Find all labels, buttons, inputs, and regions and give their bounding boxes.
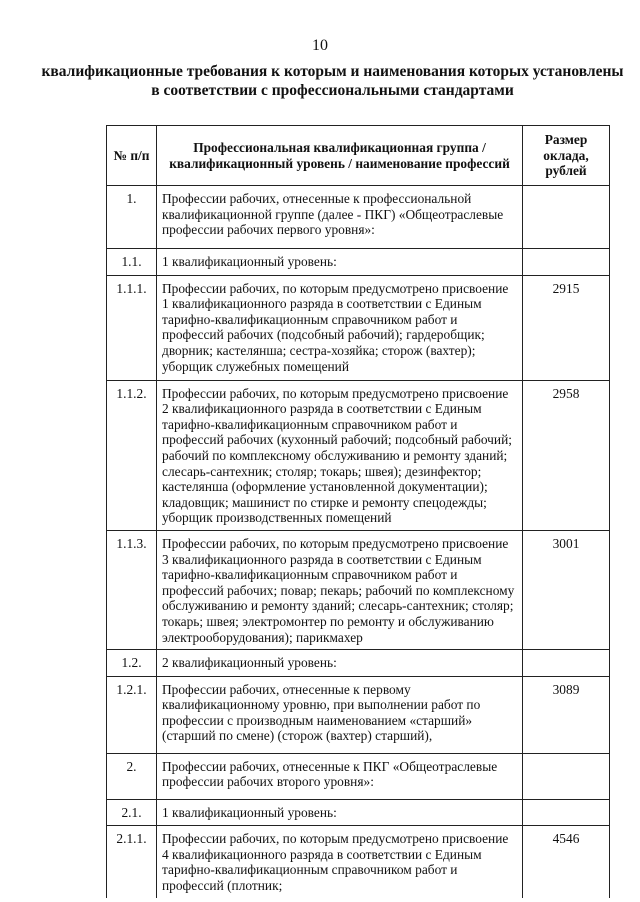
row-text: 1 квалификационный уровень:	[157, 249, 523, 276]
table-row	[107, 753, 610, 799]
section-heading: квалификационные требования к которым и наименования которых установлены в соответствии с профессиональными стандартами	[41, 63, 624, 99]
table-row	[107, 380, 610, 530]
row-salary: 3001	[523, 530, 610, 649]
row-salary	[523, 799, 610, 826]
row-salary: 2915	[523, 275, 610, 380]
row-num: 2.	[107, 753, 157, 799]
row-salary	[523, 249, 610, 276]
row-num: 1.1.	[107, 249, 157, 276]
row-salary	[523, 186, 610, 249]
row-num: 1.	[107, 186, 157, 249]
row-text: Профессии рабочих, по которым предусмотрено присвоение 1 квалификационного разряда в соответствии с Единым тарифно-квалификационным справочником работ и профессий рабочих (подсобный рабочий); гардеробщик; дворник; кастелянша; сестра-хозяйка; сторож (вахтер); уборщик служебных помещений	[157, 275, 523, 380]
table-row	[107, 676, 610, 753]
salary-table	[106, 125, 610, 898]
row-salary: 4546	[523, 826, 610, 898]
row-num: 1.2.	[107, 650, 157, 677]
row-num: 2.1.	[107, 799, 157, 826]
table-row	[107, 826, 610, 898]
row-salary	[523, 753, 610, 799]
row-text: 2 квалификационный уровень:	[157, 650, 523, 677]
row-num: 1.1.2.	[107, 380, 157, 530]
row-text: Профессии рабочих, отнесенные к профессиональной квалификационной группе (далее - ПКГ) «Общеотраслевые профессии рабочих первого уровня»:	[157, 186, 523, 249]
row-num: 1.1.3.	[107, 530, 157, 649]
table-row	[107, 275, 610, 380]
table-row	[107, 249, 610, 276]
row-text: Профессии рабочих, по которым предусмотрено присвоение 3 квалификационного разряда в соответствии с Единым тарифно-квалификационным справочником работ и профессий рабочих; повар; пекарь; рабочий по комплексному обслуживанию и ремонту зданий; слесарь-сантехник; столяр; токарь; швея; электромонтер по ремонту и обслуживанию электрооборудования); парикмахер	[157, 530, 523, 649]
table-row	[107, 650, 610, 677]
row-salary	[523, 650, 610, 677]
table-row	[107, 530, 610, 649]
row-text: Профессии рабочих, отнесенные к первому квалификационному уровню, при выполнении работ по профессии с производным наименованием «старший» (старший по смене) (сторож (вахтер) старший),	[157, 676, 523, 753]
header-num: № п/п	[107, 126, 157, 186]
page-number: 10	[312, 37, 328, 54]
row-salary: 3089	[523, 676, 610, 753]
row-text: Профессии рабочих, по которым предусмотрено присвоение 4 квалификационного разряда в соответствии с Единым тарифно-квалификационным справочником работ и профессий (плотник;	[157, 826, 523, 898]
row-text: Профессии рабочих, отнесенные к ПКГ «Общеотраслевые профессии рабочих второго уровня»:	[157, 753, 523, 799]
table-header-row	[107, 126, 610, 186]
row-num: 2.1.1.	[107, 826, 157, 898]
table-row	[107, 799, 610, 826]
row-num: 1.1.1.	[107, 275, 157, 380]
table-row	[107, 186, 610, 249]
row-num: 1.2.1.	[107, 676, 157, 753]
row-text: 1 квалификационный уровень:	[157, 799, 523, 826]
row-text: Профессии рабочих, по которым предусмотрено присвоение 2 квалификационного разряда в соответствии с Единым тарифно-квалификационным справочником работ и профессий рабочих (кухонный рабочий; подсобный рабочий; рабочий по комплексному обслуживанию и ремонту зданий; слесарь-сантехник; столяр; токарь; швея); дезинфектор; кастелянша (оформление установленной документации); кладовщик; машинист по стирке и ремонту спецодежды; уборщик производственных помещений	[157, 380, 523, 530]
header-group: Профессиональная квалификационная группа / квалификационный уровень / наименование профессий	[157, 126, 523, 186]
row-salary: 2958	[523, 380, 610, 530]
header-salary: Размер оклада, рублей	[523, 126, 610, 186]
